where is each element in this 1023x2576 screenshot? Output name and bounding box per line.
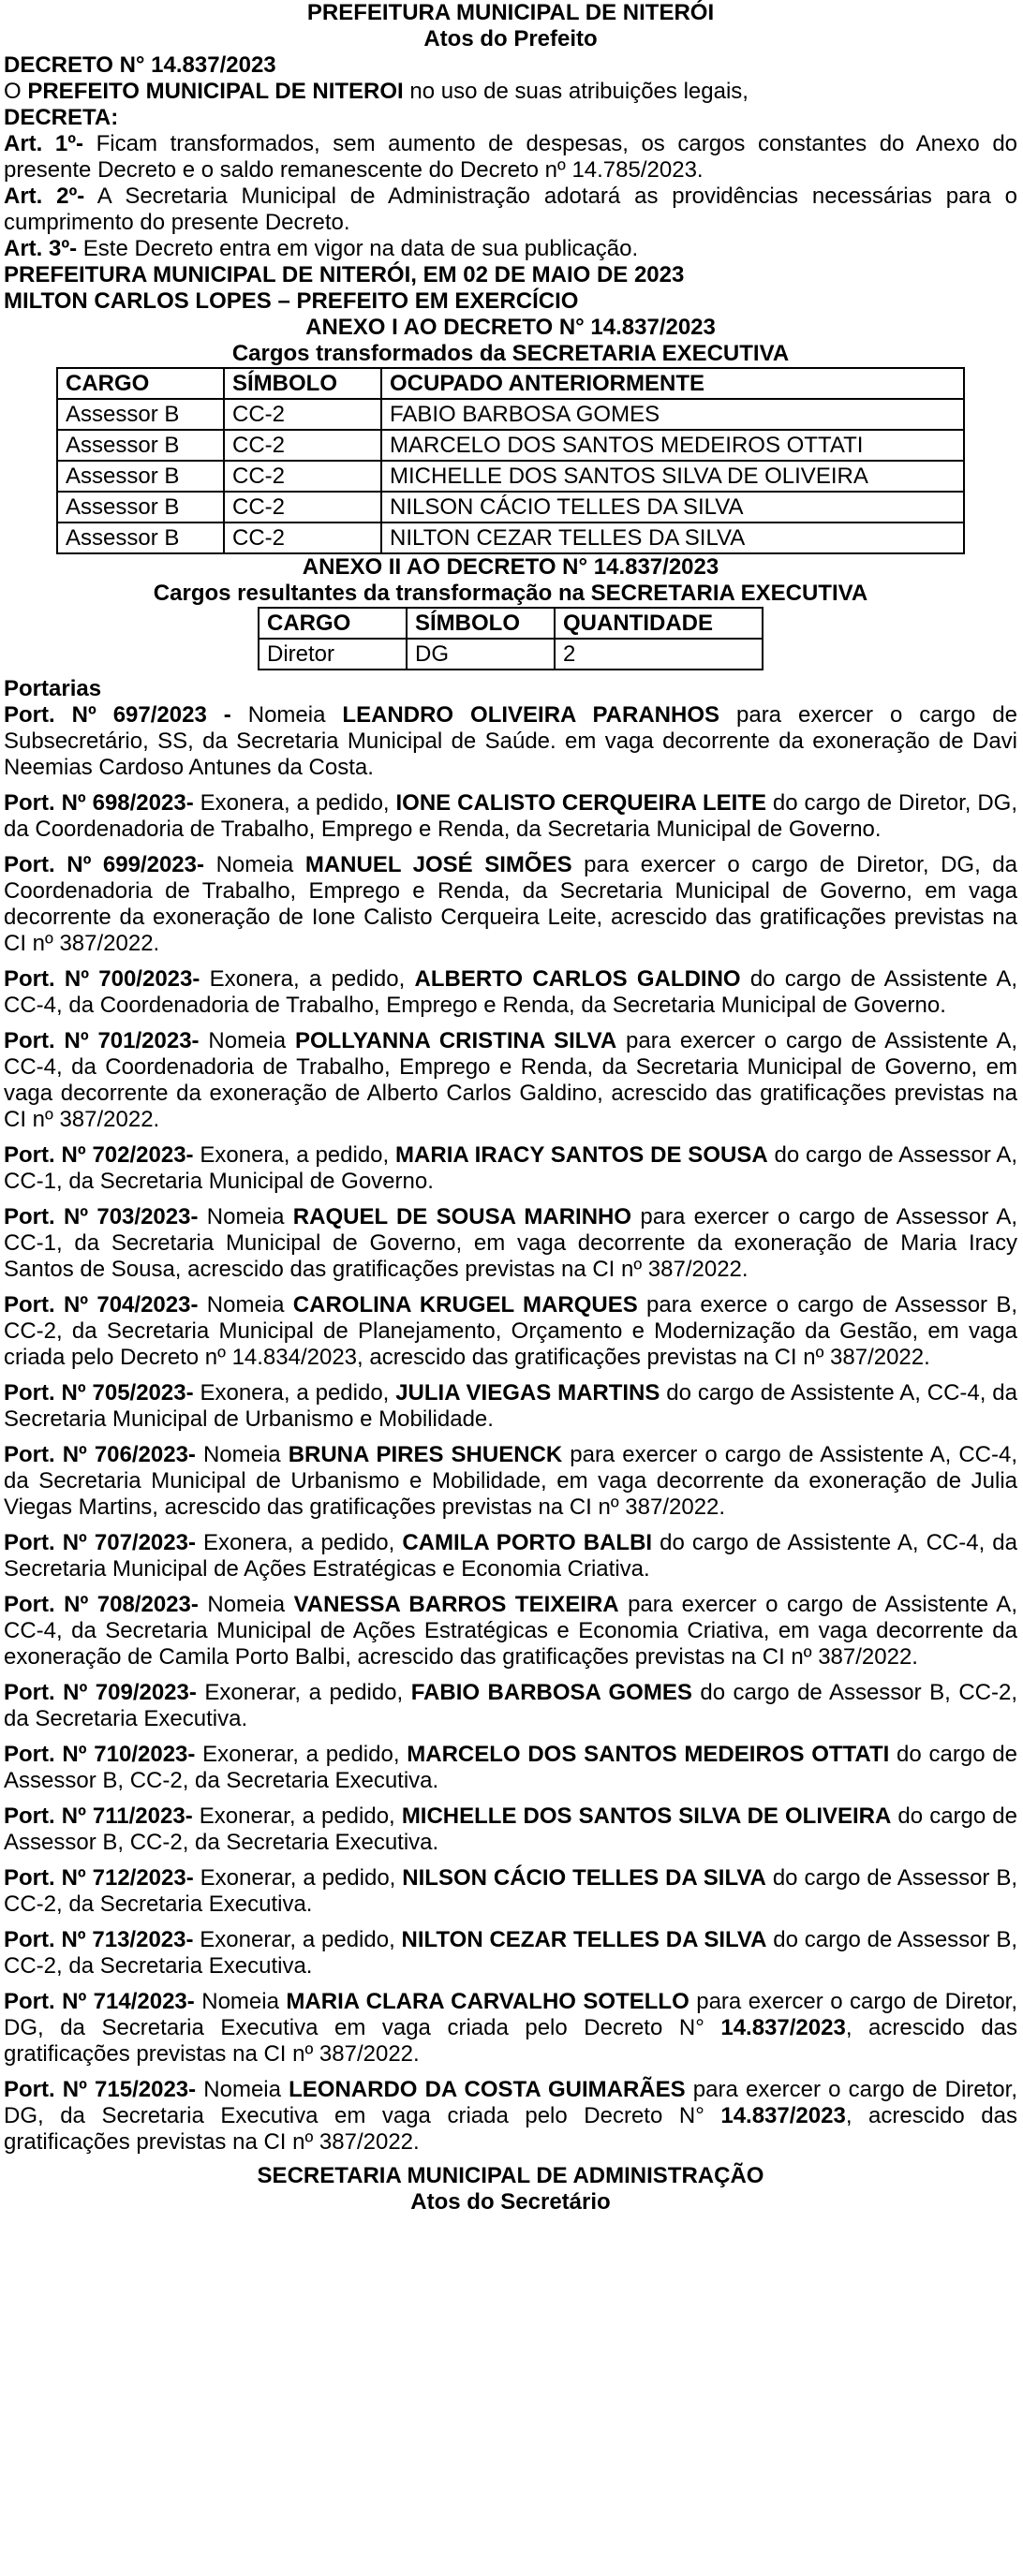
column-header: SÍMBOLO xyxy=(407,608,555,639)
portarias-list xyxy=(4,702,1017,2156)
portarias-heading: Portarias xyxy=(4,676,102,701)
table-cell: Assessor B xyxy=(57,461,224,492)
portaria-paragraph: Port. Nº 699/2023- Nomeia MANUEL JOSÉ SIMÕES para exercer o cargo de Diretor, DG, da Coordenadoria de Trabalho, Emprego e Renda, da Secretaria Municipal de Governo, em vaga decorrente da exoneração de Ione Calisto Cerqueira Leite, acrescido das gratificações previstas na CI nº 387/2022. xyxy=(4,852,1017,956)
table-row xyxy=(57,461,964,492)
column-header: CARGO xyxy=(57,368,224,399)
portaria-paragraph: Port. Nº 703/2023- Nomeia RAQUEL DE SOUSA MARINHO para exercer o cargo de Assessor A, CC-1, da Secretaria Municipal de Governo, em vaga decorrente da exoneração de Maria Iracy Santos de Sousa, acrescido das gratificações previstas na CI nº 387/2022. xyxy=(4,1204,1018,1282)
portaria-paragraph: Port. Nº 706/2023- Nomeia BRUNA PIRES SHUENCK para exercer o cargo de Assistente A, CC-4, da Secretaria Municipal de Urbanismo e Mobilidade, em vaga decorrente da exoneração de Julia Viegas Martins, acrescido das gratificações previstas na CI nº 387/2022. xyxy=(4,1442,1017,1520)
table-cell: CC-2 xyxy=(224,430,381,461)
annex1-table xyxy=(56,367,965,554)
annex2-table xyxy=(258,607,764,670)
footer-section: Atos do Secretário xyxy=(410,2189,611,2215)
decree-preamble: O PREFEITO MUNICIPAL DE NITEROI no uso de suas atribuições legais, xyxy=(4,79,749,104)
portaria-paragraph: Port. Nº 714/2023- Nomeia MARIA CLARA CARVALHO SOTELLO para exercer o cargo de Diretor, DG, da Secretaria Executiva em vaga criada pelo Decreto N° 14.837/2023, acrescido das gratificações previstas na CI nº 387/2022. xyxy=(4,1989,1018,2067)
table-row xyxy=(57,492,964,523)
table-row xyxy=(259,639,763,670)
portaria-paragraph: Port. Nº 698/2023- Exonera, a pedido, IONE CALISTO CERQUEIRA LEITE do cargo de Diretor, DG, da Coordenadoria de Trabalho, Emprego e Renda, da Secretaria Municipal de Governo. xyxy=(4,790,1017,842)
column-header: QUANTIDADE xyxy=(555,608,763,639)
table-header-row xyxy=(259,608,763,639)
decree-article: Art. 1º- Ficam transformados, sem aumento de despesas, os cargos constantes do Anexo do presente Decreto e o saldo remanescente do Decreto nº 14.785/2023. xyxy=(4,131,1018,183)
annex1-title: ANEXO I AO DECRETO N° 14.837/2023 xyxy=(305,315,716,340)
decree-decreta: DECRETA: xyxy=(4,105,119,130)
portaria-paragraph: Port. Nº 712/2023- Exonerar, a pedido, NILSON CÁCIO TELLES DA SILVA do cargo de Assessor B, CC-2, da Secretaria Executiva. xyxy=(4,1865,1018,1917)
table-cell: NILSON CÁCIO TELLES DA SILVA xyxy=(381,492,964,523)
portaria-paragraph: Port. Nº 708/2023- Nomeia VANESSA BARROS TEIXEIRA para exercer o cargo de Assistente A, CC-4, da Secretaria Municipal de Ações Estratégicas e Economia Criativa, em vaga decorrente da exoneração de Camila Porto Balbi, acrescido das gratificações previstas na CI nº 387/2022. xyxy=(4,1592,1017,1670)
portaria-paragraph: Port. Nº 697/2023 - Nomeia LEANDRO OLIVEIRA PARANHOS para exercer o cargo de Subsecretário, SS, da Secretaria Municipal de Saúde. em vaga decorrente da exoneração de Davi Neemias Cardoso Antunes da Costa. xyxy=(4,702,1018,780)
header-section: Atos do Prefeito xyxy=(423,26,598,52)
table-cell: CC-2 xyxy=(224,461,381,492)
table-cell: Assessor B xyxy=(57,492,224,523)
portaria-paragraph: Port. Nº 705/2023- Exonera, a pedido, JULIA VIEGAS MARTINS do cargo de Assistente A, CC-4, da Secretaria Municipal de Urbanismo e Mobilidade. xyxy=(4,1380,1017,1432)
decree-article: Art. 2º- A Secretaria Municipal de Administração adotará as providências necessárias para o cumprimento do presente Decreto. xyxy=(4,184,1017,235)
annex2-title: ANEXO II AO DECRETO N° 14.837/2023 xyxy=(302,554,719,580)
table-cell: DG xyxy=(407,639,555,670)
table-row xyxy=(57,430,964,461)
annex1-subtitle: Cargos transformados da SECRETARIA EXECUTIVA xyxy=(231,341,790,366)
annex2-subtitle: Cargos resultantes da transformação na SECRETARIA EXECUTIVA xyxy=(153,581,868,606)
table-cell: CC-2 xyxy=(224,492,381,523)
column-header: OCUPADO ANTERIORMENTE xyxy=(381,368,964,399)
table-cell: 2 xyxy=(555,639,763,670)
portaria-paragraph: Port. Nº 711/2023- Exonerar, a pedido, MICHELLE DOS SANTOS SILVA DE OLIVEIRA do cargo de Assessor B, CC-2, da Secretaria Executiva. xyxy=(4,1803,1017,1855)
column-header: CARGO xyxy=(259,608,407,639)
decree-article: Art. 3º- Este Decreto entra em vigor na data de sua publicação. xyxy=(4,236,639,261)
portaria-paragraph: Port. Nº 713/2023- Exonerar, a pedido, NILTON CEZAR TELLES DA SILVA do cargo de Assessor B, CC-2, da Secretaria Executiva. xyxy=(4,1927,1018,1979)
table-cell: Assessor B xyxy=(57,399,224,430)
decree-number: DECRETO N° 14.837/2023 xyxy=(4,52,276,78)
portaria-paragraph: Port. Nº 702/2023- Exonera, a pedido, MARIA IRACY SANTOS DE SOUSA do cargo de Assessor A, CC-1, da Secretaria Municipal de Governo. xyxy=(4,1142,1018,1194)
table-cell: CC-2 xyxy=(224,399,381,430)
header-org: PREFEITURA MUNICIPAL DE NITERÓI xyxy=(306,0,715,25)
portaria-paragraph: Port. Nº 701/2023- Nomeia POLLYANNA CRISTINA SILVA para exercer o cargo de Assistente A, CC-4, da Coordenadoria de Trabalho, Emprego e Renda, da Secretaria Municipal de Governo, em vaga decorrente da exoneração de Alberto Carlos Galdino, acrescido das gratificações previstas na CI nº 387/2022. xyxy=(4,1028,1017,1132)
table-cell: Assessor B xyxy=(57,523,224,553)
table-cell: CC-2 xyxy=(224,523,381,553)
portaria-paragraph: Port. Nº 715/2023- Nomeia LEONARDO DA COSTA GUIMARÃES para exercer o cargo de Diretor, DG, da Secretaria Executiva em vaga criada pelo Decreto N° 14.837/2023, acrescido das gratificações previstas na CI nº 387/2022. xyxy=(4,2077,1017,2155)
portaria-paragraph: Port. Nº 704/2023- Nomeia CAROLINA KRUGEL MARQUES para exerce o cargo de Assessor B, CC-2, da Secretaria Municipal de Planejamento, Orçamento e Modernização da Gestão, em vaga criada pelo Decreto nº 14.834/2023, acrescido das gratificações previstas na CI nº 387/2022. xyxy=(4,1292,1018,1370)
footer-org: SECRETARIA MUNICIPAL DE ADMINISTRAÇÃO xyxy=(257,2163,764,2188)
column-header: SÍMBOLO xyxy=(224,368,381,399)
table-cell: MARCELO DOS SANTOS MEDEIROS OTTATI xyxy=(381,430,964,461)
table-cell: NILTON CEZAR TELLES DA SILVA xyxy=(381,523,964,553)
decree-signature-name: MILTON CARLOS LOPES – PREFEITO EM EXERCÍCIO xyxy=(4,288,579,314)
table-cell: FABIO BARBOSA GOMES xyxy=(381,399,964,430)
table-cell: MICHELLE DOS SANTOS SILVA DE OLIVEIRA xyxy=(381,461,964,492)
portaria-paragraph: Port. Nº 709/2023- Exonerar, a pedido, FABIO BARBOSA GOMES do cargo de Assessor B, CC-2, da Secretaria Executiva. xyxy=(4,1680,1018,1731)
table-header-row xyxy=(57,368,964,399)
table-row xyxy=(57,523,964,553)
table-cell: Assessor B xyxy=(57,430,224,461)
portaria-paragraph: Port. Nº 710/2023- Exonerar, a pedido, MARCELO DOS SANTOS MEDEIROS OTTATI do cargo de Assessor B, CC-2, da Secretaria Executiva. xyxy=(4,1742,1018,1793)
portaria-paragraph: Port. Nº 707/2023- Exonera, a pedido, CAMILA PORTO BALBI do cargo de Assistente A, CC-4, da Secretaria Municipal de Ações Estratégicas e Economia Criativa. xyxy=(4,1530,1017,1582)
table-row xyxy=(57,399,964,430)
decree-signature-place: PREFEITURA MUNICIPAL DE NITERÓI, EM 02 DE MAIO DE 2023 xyxy=(4,262,685,287)
table-cell: Diretor xyxy=(259,639,407,670)
portaria-paragraph: Port. Nº 700/2023- Exonera, a pedido, ALBERTO CARLOS GALDINO do cargo de Assistente A, CC-4, da Coordenadoria de Trabalho, Emprego e Renda, da Secretaria Municipal de Governo. xyxy=(4,966,1017,1018)
